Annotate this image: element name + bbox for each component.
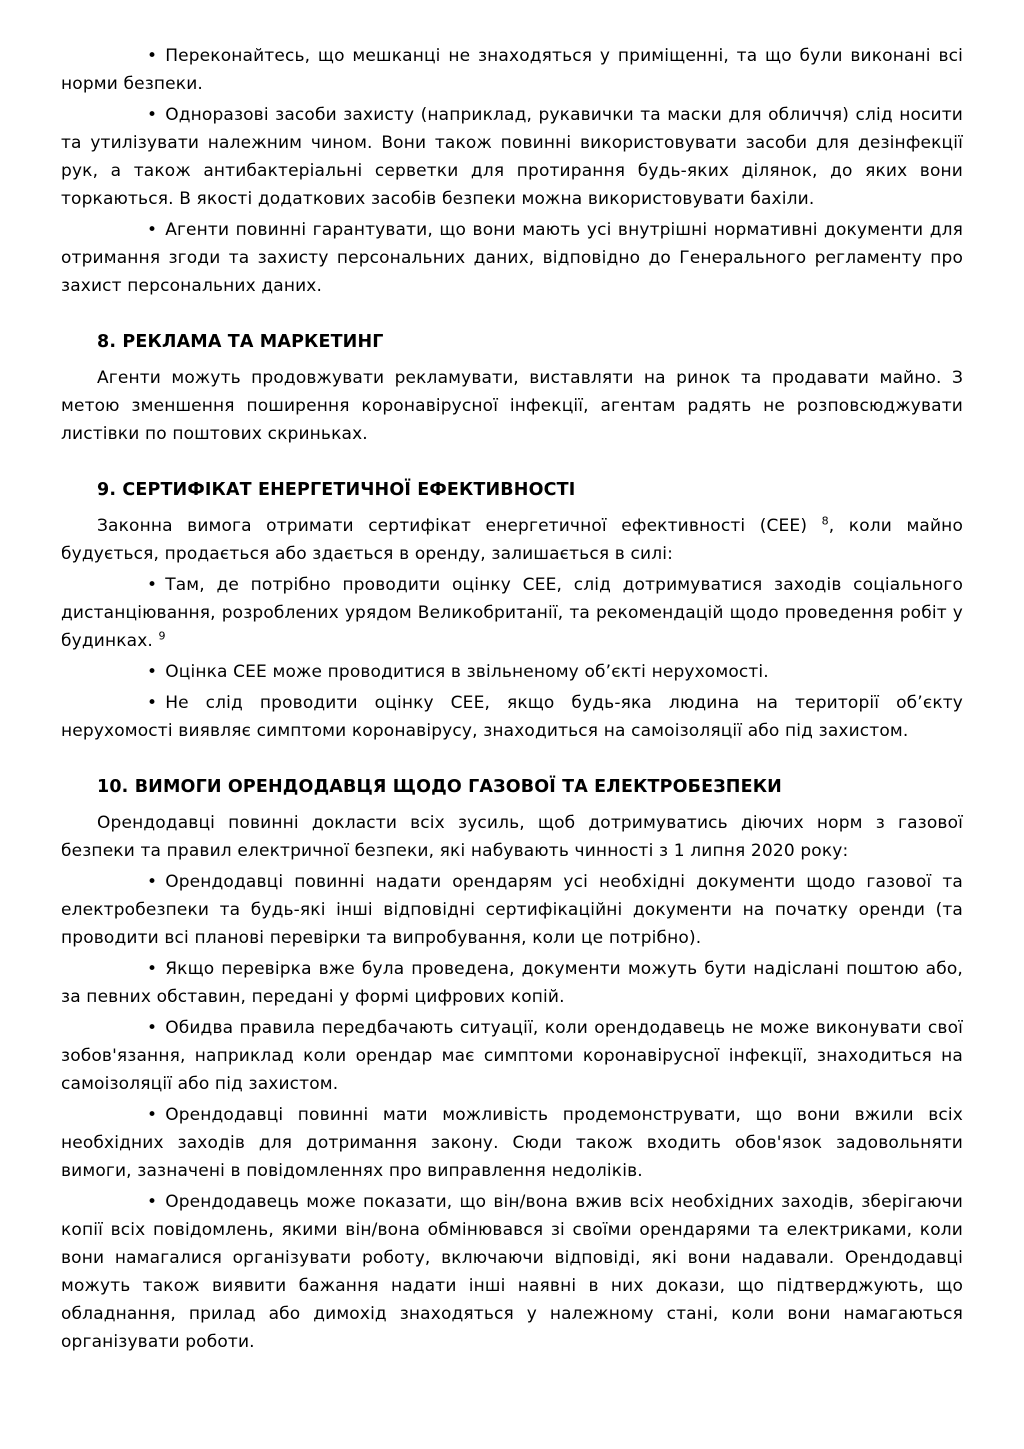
bullet-icon: • bbox=[147, 693, 158, 713]
bullet-text: Оцінка СЕЕ може проводитися в звільненому об’єкті нерухомості. bbox=[165, 662, 769, 682]
paragraph-text: , коли майно будується, продається або здається в оренду, залишається в силі: bbox=[61, 516, 963, 564]
footnote-ref-8: 8 bbox=[821, 514, 829, 528]
section-heading-10: 10. ВИМОГИ ОРЕНДОДАВЦЯ ЩОДО ГАЗОВОЇ ТА ЕЛЕКТРОБЕЗПЕКИ bbox=[97, 777, 782, 797]
bullet-text: Не слід проводити оцінку СЕЕ, якщо будь-яка людина на території об’єкту нерухомості виявляє симптоми коронавірусу, знаходиться на самоізоляції або під захистом. bbox=[61, 693, 963, 741]
section-10-paragraph: Орендодавці повинні докласти всіх зусиль, щоб дотримуватись діючих норм з газової безпеки та правил електричної безпеки, які набувають чинності з 1 липня 2020 року: bbox=[61, 813, 963, 861]
bullet-item bbox=[61, 1101, 963, 1185]
paragraph-text: Законна вимога отримати сертифікат енергетичної ефективності (СЕЕ) bbox=[97, 516, 822, 536]
bullet-icon: • bbox=[147, 220, 158, 240]
bullet-icon: • bbox=[147, 105, 158, 125]
bullet-icon: • bbox=[147, 872, 158, 892]
bullet-item bbox=[61, 101, 963, 213]
bullet-text: Орендодавці повинні мати можливість продемонструвати, що вони вжили всіх необхідних заходів для дотримання закону. Сюди також входить обов'язок задовольняти вимоги, зазначені в повідомленнях про виправлення недоліків. bbox=[61, 1105, 963, 1181]
bullet-text: Там, де потрібно проводити оцінку СЕЕ, слід дотримуватися заходів соціального дистанціювання, розроблених урядом Великобританії, та рекомендацій щодо проведення робіт у будинках. bbox=[61, 575, 963, 651]
bullet-icon: • bbox=[147, 959, 158, 979]
bullet-icon: • bbox=[147, 662, 158, 682]
bullet-text: Переконайтесь, що мешканці не знаходяться у приміщенні, та що були виконані всі норми безпеки. bbox=[61, 46, 963, 94]
bullet-item bbox=[61, 868, 963, 952]
bullet-item bbox=[61, 658, 963, 686]
bullet-item bbox=[61, 1014, 963, 1098]
bullet-icon: • bbox=[147, 1192, 158, 1212]
bullet-text: Агенти повинні гарантувати, що вони мають усі внутрішні нормативні документи для отримання згоди та захисту персональних даних, відповідно до Генерального регламенту про захист персональних даних. bbox=[61, 220, 963, 296]
bullet-text: Одноразові засоби захисту (наприклад, рукавички та маски для обличчя) слід носити та утилізувати належним чином. Вони також повинні використовувати засоби для дезінфекції рук, а також антибактеріальні серветки для протирання будь-яких ділянок, до яких вони торкаються. В якості додаткових засобів безпеки можна використовувати бахіли. bbox=[61, 105, 963, 209]
bullet-icon: • bbox=[147, 1018, 158, 1038]
bullet-item bbox=[61, 42, 963, 98]
section-heading-8: 8. РЕКЛАМА ТА МАРКЕТИНГ bbox=[97, 332, 384, 352]
bullet-text: Обидва правила передбачають ситуації, коли орендодавець не може виконувати свої зобов'язання, наприклад коли орендар має симптоми коронавірусної інфекції, знаходиться на самоізоляції або під захистом. bbox=[61, 1018, 963, 1094]
bullet-item bbox=[61, 216, 963, 300]
bullet-item bbox=[61, 689, 963, 745]
bullet-item bbox=[61, 1188, 963, 1356]
bullet-icon: • bbox=[147, 1105, 158, 1125]
bullet-item bbox=[61, 571, 963, 655]
footnote-ref-9: 9 bbox=[158, 629, 166, 643]
bullet-icon: • bbox=[147, 46, 158, 66]
bullet-icon: • bbox=[147, 575, 158, 595]
bullet-item bbox=[61, 955, 963, 1011]
bullet-text: Орендодавець може показати, що він/вона вжив всіх необхідних заходів, зберігаючи копії всіх повідомлень, якими він/вона обмінювався зі своїми орендарями та електриками, коли вони намагалися організувати роботу, включаючи відповіді, які вони надавали. Орендодавці можуть також виявити бажання надати інші наявні в них докази, що підтверджують, що обладнання, прилад або димохід знаходяться у належному стані, коли вони намагаються організувати роботи. bbox=[61, 1192, 963, 1352]
bullet-text: Орендодавці повинні надати орендарям усі необхідні документи щодо газової та електробезпеки та будь-які інші відповідні сертифікаційні документи на початку оренди (та проводити всі планові перевірки та випробування, коли це потрібно). bbox=[61, 872, 963, 948]
bullet-text: Якщо перевірка вже була проведена, документи можуть бути надіслані поштою або, за певних обставин, передані у формі цифрових копій. bbox=[61, 959, 963, 1007]
section-heading-9: 9. СЕРТИФІКАТ ЕНЕРГЕТИЧНОЇ ЕФЕКТИВНОСТІ bbox=[97, 480, 576, 500]
section-9-paragraph bbox=[61, 512, 963, 568]
section-8-paragraph: Агенти можуть продовжувати рекламувати, виставляти на ринок та продавати майно. З метою зменшення поширення коронавірусної інфекції, агентам радять не розповсюджувати листівки по поштових скриньках. bbox=[61, 368, 963, 444]
